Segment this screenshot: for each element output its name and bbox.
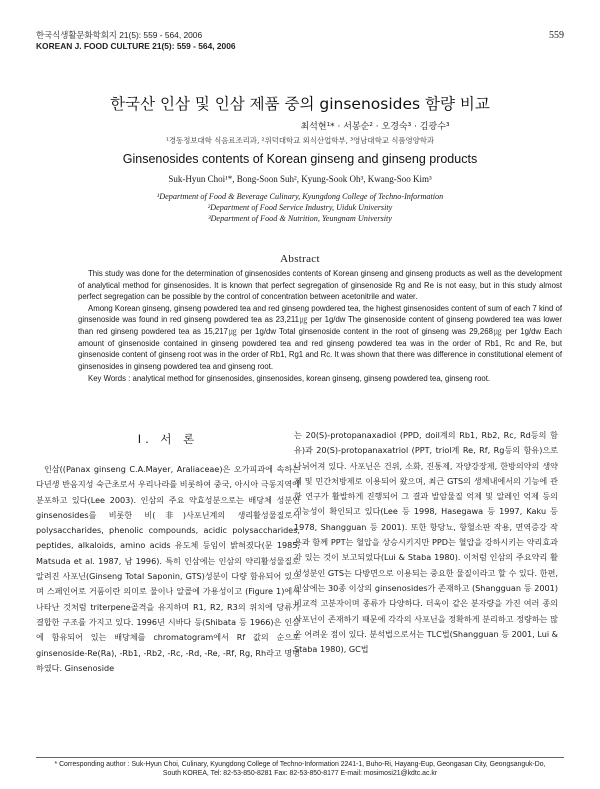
affiliation-english-2: ²Department of Food Service Industry, Uiduk University — [207, 203, 393, 212]
abstract-body — [78, 268, 562, 385]
body-column-right — [294, 428, 558, 657]
footnote-line-2: South KOREA, Tel: 82-53-850-8281 Fax: 82-53-850-8177 E-mail: mosimosi21@kdtc.ac.kr — [162, 770, 438, 777]
body-paragraph-left: 인삼((Panax ginseng C.A.Mayer, Araliaceae)은 오가피과에 속하는 다년생 반음지성 숙근초로서 우리나라를 비롯하여 중국, 아시아 극동지역에 분포하고 있다(Lee 2003). 인삼의 주요 약효성분으로는 배당체 성분인 ginsenosides를 비롯한 비(非)사포닌계의 생리활성물질로서 polysaccharides, phenolic compounds, acidic polysaccharides, peptides, alkaloids, amino acids 유도체 등임이 밝혀졌다(문 1985, Matsuda et al. 1987, 남 1996). 특히 인삼에는 인삼의 약리활성물질로 알려진 사포닌(Ginseng Total Saponin, GTS)성분이 다량 함유되어 있으며 스페인어로 거품이란 의미로 물이나 알콜에 가용성이고 (Figure 1)에서 나타난 것처럼 triterpene골격을 유지하며 R1, R2, R3의 위치에 당류가 결합한 구조를 가지고 있다. 1996년 시바다 등(Shibata 등 1966)은 인삼에 함유되어 있는 배당체를 chromatogram에서 Rf 값의 순으로 ginsenoside-Re(Ra), -Rb1, -Rb2, -Rc, -Rd, -Re, -Rf, Rg, Rh라고 명명하였다. Ginsenoside — [36, 464, 300, 673]
affiliations-korean: ¹경동정보대학 식음료조리과, ²위덕대학교 외식산업학부, ³영남대학교 식품영양학과 — [165, 136, 435, 145]
keywords: Key Words : analytical method for ginsenosides, ginsenosides, korean ginseng, ginseng powdered tea, ginseng root. — [88, 374, 491, 384]
abstract-paragraph-1: This study was done for the determination of ginsenosides contents of Korean ginseng and ginseng products as well as the development of analytical method for ginsenosides. It is known that perfect segregation of ginsenoside Rg and Re is not easy, but in this study almost perfect segregation can be possible by the control of concentration between acetonitrile and water. — [78, 269, 562, 302]
footnote-divider — [36, 757, 564, 758]
body-paragraph-right: 는 20(S)-protopanaxadiol (PPD, doil계의 Rb1, Rb2, Rc, Rd등의 함유)과 20(S)-protopanaxatriol (PPT, triol계 Re, Rf, Rg등의 함유)으로 나뉘어져 있다. 사포닌은 건위, 소화, 진통제, 자양강장제, 한방의약의 생약제 및 민간처방제로 이용되어 왔으며, 최근 GTS의 생체내에서의 기능에 관한 연구가 활발하게 진행되어 그 결과 발암물질 억제 및 알레인 억제 등의 기능성이 확인되고 있다(Lee 등 1998, Hasegawa 등 1997, Kaku 등 1978, Shangguan 등 2001). 또한 항당뇨, 항혈소판 작용, 면역증강 작용과 함께 PPT는 혈압을 상승시키지만 PPD는 혈압을 강하시키는 약리효과가 있는 것이 보고되었다(Lui & Staba 1980). 이처럼 인삼의 주요약리 활성성분인 GTS는 다방면으로 이용되는 중요한 물질이라고 할 수 있다. 한편, 인삼에는 30종 이상의 ginsenosides가 존재하고 (Shangguan 등 2001) 비교적 고분자이며 종류가 다양하다. 더욱이 같은 분자량을 가진 여러 종의 사포닌이 존재하기 때문에 각각의 사포닌을 정확하게 분리하고 정량하는 많은 어려운 점이 있다. 분석법으로서는 TLC법(Shangguan 등 2001, Lui & Staba 1980), GC법 — [294, 430, 558, 655]
footnote-line-1: * Corresponding author : Suk-Hyun Choi, Culinary, Kyungdong College of Techno-Information 2241-1, Buho-Ri, Hayang-Eup, Geongasan City, Geongsanguk-Do, — [54, 761, 546, 768]
journal-header — [36, 30, 236, 52]
title-korean: 한국산 인삼 및 인삼 제품 중의 ginsenosides 함량 비교 — [110, 95, 490, 113]
authors-korean: 최석현¹* · 서봉순² · 오경숙³ · 김광수³ — [300, 122, 450, 132]
journal-name-english: KOREAN J. FOOD CULTURE 21(5): 559 - 564, 2006 — [36, 41, 236, 51]
affiliation-english-1: ¹Department of Food & Beverage Culinary, Kyungdong College of Techno-Information — [156, 192, 444, 201]
abstract-paragraph-2: Among Korean ginseng, ginseng powdered tea and red ginseng powdered tea, the highest ginsenosides content of sum of each 7 kind of ginsenoside was found in red ginseng powdered tea as 23,211㎍ per 1g/dw The ginsenoside content of ginseng powdered tea was lower than red ginseng powdered tea as 15,217㎍ per 1g/dw Total ginsenoside content in the root of ginseng was 29,268㎍ per 1g/dw Each amount of ginsenoside contained in ginseng powdered tea and red ginseng powdered tea was in the order of Rb1, Rc and Re, but ginsenoside content of ginseng root was in the order of Rb1, Rg1 and Rc. It was shown that there was difference in constitutional element of ginsenosides in ginseng powdered tea and ginseng root. — [78, 303, 562, 371]
section-heading-introduction: I. 서 론 — [137, 432, 199, 446]
title-english: Ginsenosides contents of Korean ginseng and ginseng products — [122, 152, 478, 166]
journal-name-korean: 한국식생활문화학회지 21(5): 559 - 564, 2006 — [36, 30, 203, 40]
authors-english: Suk-Hyun Choi¹*, Bong-Soon Suh², Kyung-Sook Oh³, Kwang-Soo Kim³ — [168, 174, 432, 184]
abstract-heading: Abstract — [280, 253, 320, 265]
page-number: 559 — [549, 30, 564, 41]
body-column-left — [36, 428, 300, 676]
affiliation-english-3: ³Department of Food & Nutrition, Yeungnam University — [208, 214, 392, 223]
corresponding-author-footnote — [36, 760, 564, 778]
